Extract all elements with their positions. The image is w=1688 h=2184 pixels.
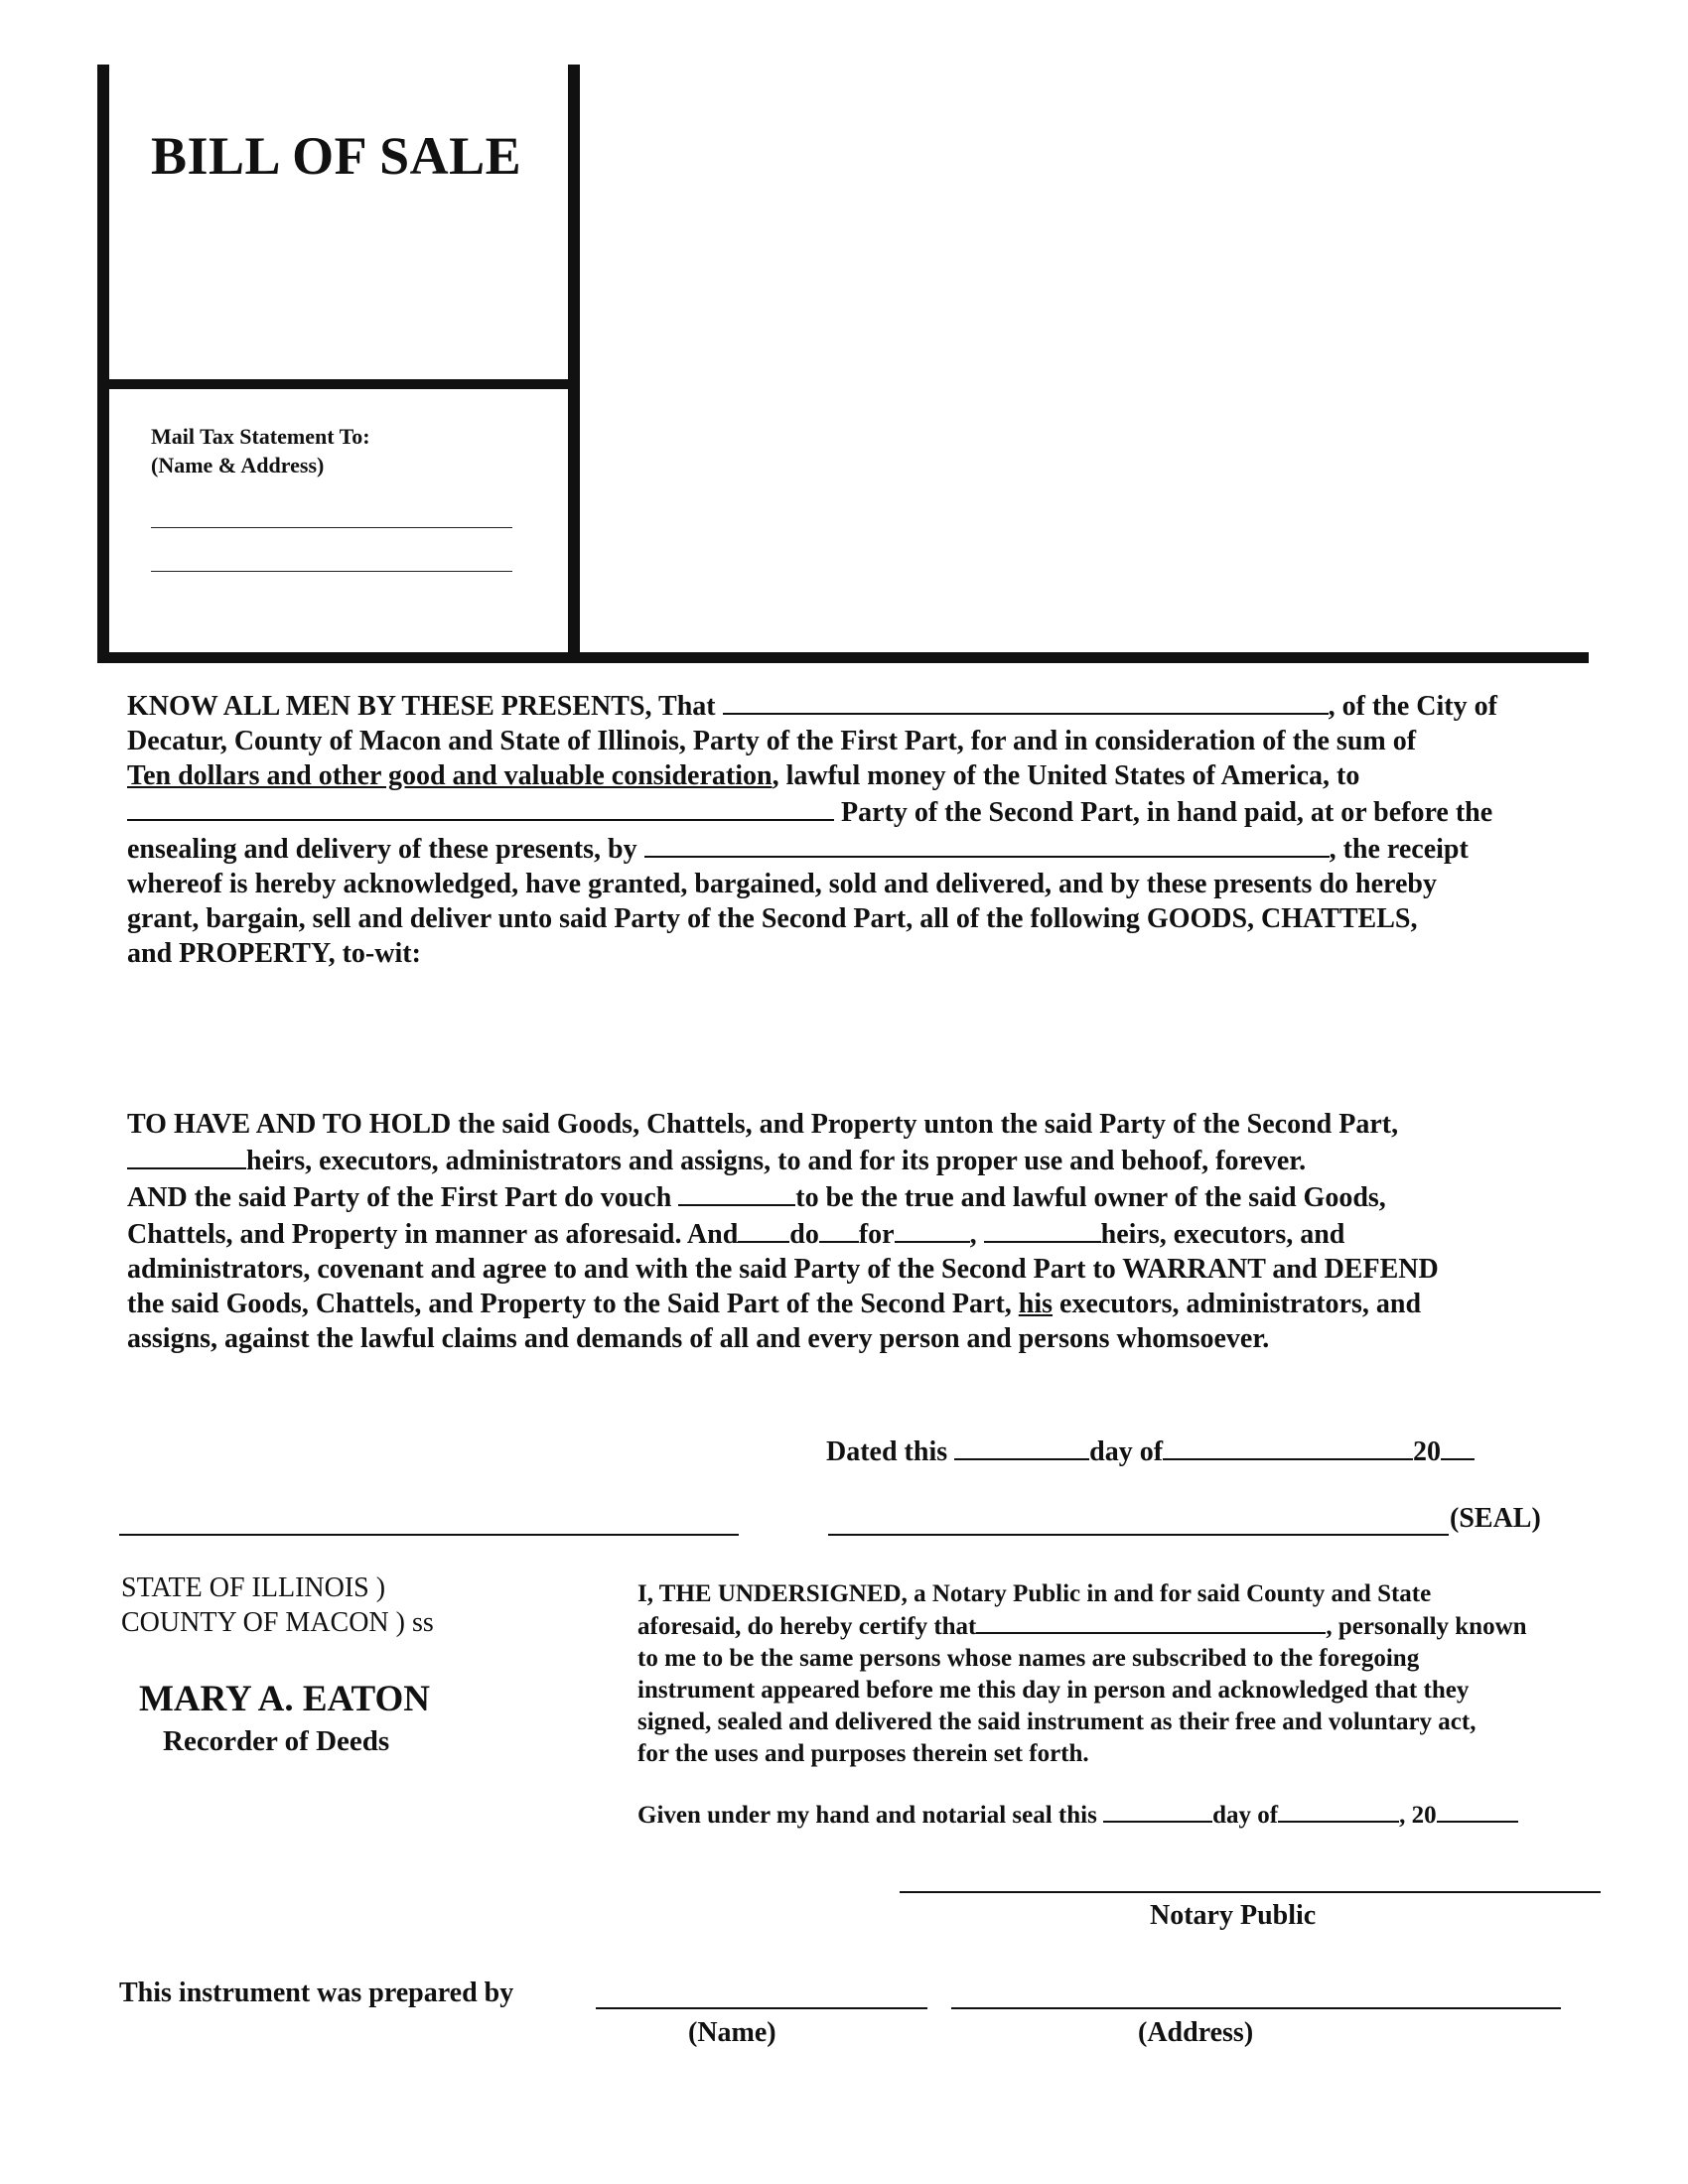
- text-line: assigns, against the lawful claims and demands of all and every person and persons whomsoever.: [127, 1323, 1270, 1354]
- text-line: grant, bargain, sell and deliver unto said Party of the Second Part, all of the following GOODS, CHATTELS,: [127, 903, 1418, 934]
- and-blank[interactable]: [738, 1215, 789, 1243]
- given-day-blank[interactable]: [1103, 1799, 1212, 1823]
- payer-blank[interactable]: [644, 830, 1330, 858]
- text-line: KNOW ALL MEN BY THESE PRESENTS, That , of the City of: [127, 687, 1497, 724]
- mail-tax-label: Mail Tax Statement To:: [151, 424, 370, 449]
- body-paragraph-2: [127, 1107, 1439, 1356]
- text-line: AND the said Party of the First Part do vouch to be the true and lawful owner of the said Goods,: [127, 1178, 1439, 1215]
- body-paragraph-1: [127, 687, 1497, 971]
- header-box-right-border: [568, 65, 580, 655]
- notary-certificate: [637, 1578, 1527, 1770]
- text-line: Chattels, and Property in manner as aforesaid. And do for , heirs, executors, and: [127, 1215, 1439, 1252]
- notary-given-line: Given under my hand and notarial seal this day of , 20: [637, 1799, 1518, 1832]
- given-year-blank[interactable]: [1437, 1799, 1518, 1823]
- vouch-blank[interactable]: [678, 1178, 795, 1206]
- dated-day-blank[interactable]: [954, 1433, 1089, 1460]
- prepared-by-label: This instrument was prepared by: [119, 1978, 514, 2008]
- recorder-title: Recorder of Deeds: [163, 1725, 390, 1757]
- text-line: aforesaid, do hereby certify that , personally known: [637, 1610, 1527, 1643]
- text-line: whereof is hereby acknowledged, have granted, bargained, sold and delivered, and by these presents do hereby: [127, 869, 1437, 899]
- signature-line-left[interactable]: [119, 1534, 739, 1536]
- for-blank[interactable]: [895, 1215, 970, 1243]
- text-line: and PROPERTY, to-wit:: [127, 938, 421, 969]
- seal-label: (SEAL): [1450, 1503, 1541, 1534]
- mail-tax-name-line[interactable]: [151, 527, 512, 528]
- notary-signature-line[interactable]: [900, 1891, 1601, 1893]
- heirs-blank[interactable]: [127, 1142, 246, 1169]
- second-party-blank[interactable]: [127, 793, 834, 821]
- document-title: BILL OF SALE: [151, 126, 522, 186]
- certify-name-blank[interactable]: [976, 1610, 1326, 1634]
- text-line: signed, sealed and delivered the said instrument as their free and voluntary act,: [637, 1708, 1477, 1735]
- first-party-blank[interactable]: [723, 687, 1329, 715]
- text-line: I, THE UNDERSIGNED, a Notary Public in and for said County and State: [637, 1580, 1432, 1607]
- do-blank[interactable]: [819, 1215, 859, 1243]
- text-line: the said Goods, Chattels, and Property to the Said Part of the Second Part, his executors, administrators, and: [127, 1289, 1422, 1319]
- text-line: instrument appeared before me this day in person and acknowledged that they: [637, 1677, 1470, 1704]
- text-line: TO HAVE AND TO HOLD the said Goods, Chattels, and Property unton the said Party of the Second Part,: [127, 1109, 1399, 1140]
- text-line: Ten dollars and other good and valuable consideration, lawful money of the United States of America, to: [127, 760, 1360, 791]
- dated-year-blank[interactable]: [1441, 1433, 1475, 1460]
- county-label: COUNTY OF MACON ) ss: [121, 1607, 434, 1638]
- consideration-text: Ten dollars and other good and valuable consideration: [127, 760, 773, 791]
- address-caption: (Address): [1138, 2017, 1254, 2048]
- text-line: administrators, covenant and agree to and with the said Party of the Second Part to WARRANT and DEFEND: [127, 1254, 1439, 1285]
- signature-line-right[interactable]: [828, 1534, 1449, 1536]
- state-label: STATE OF ILLINOIS ): [121, 1572, 386, 1603]
- his-underlined: his: [1018, 1289, 1054, 1319]
- given-month-blank[interactable]: [1278, 1799, 1399, 1823]
- mail-tax-address-line[interactable]: [151, 571, 512, 572]
- header-box-left-border: [97, 65, 109, 655]
- header-box-divider: [97, 379, 580, 389]
- mail-tax-sublabel: (Name & Address): [151, 453, 325, 478]
- recorder-name: MARY A. EATON: [139, 1679, 431, 1719]
- name-caption: (Name): [688, 2017, 776, 2048]
- text-line: for the uses and purposes therein set forth.: [637, 1740, 1089, 1767]
- text-line: ensealing and delivery of these presents, by , the receipt: [127, 830, 1497, 867]
- notary-public-label: Notary Public: [1150, 1900, 1317, 1931]
- prepared-address-line[interactable]: [951, 2007, 1561, 2009]
- prepared-name-line[interactable]: [596, 2007, 927, 2009]
- header-bottom-rule: [97, 652, 1589, 663]
- dated-month-blank[interactable]: [1163, 1433, 1413, 1460]
- text-line: Party of the Second Part, in hand paid, at or before the: [127, 793, 1497, 830]
- text-line: heirs, executors, administrators and assigns, to and for its proper use and behoof, forever.: [127, 1142, 1439, 1178]
- text-line: to me to be the same persons whose names are subscribed to the foregoing: [637, 1645, 1420, 1672]
- dated-line: Dated this day of 20: [826, 1433, 1475, 1469]
- heirs-owner-blank[interactable]: [984, 1215, 1101, 1243]
- text-line: Decatur, County of Macon and State of Illinois, Party of the First Part, for and in consideration of the sum of: [127, 726, 1417, 756]
